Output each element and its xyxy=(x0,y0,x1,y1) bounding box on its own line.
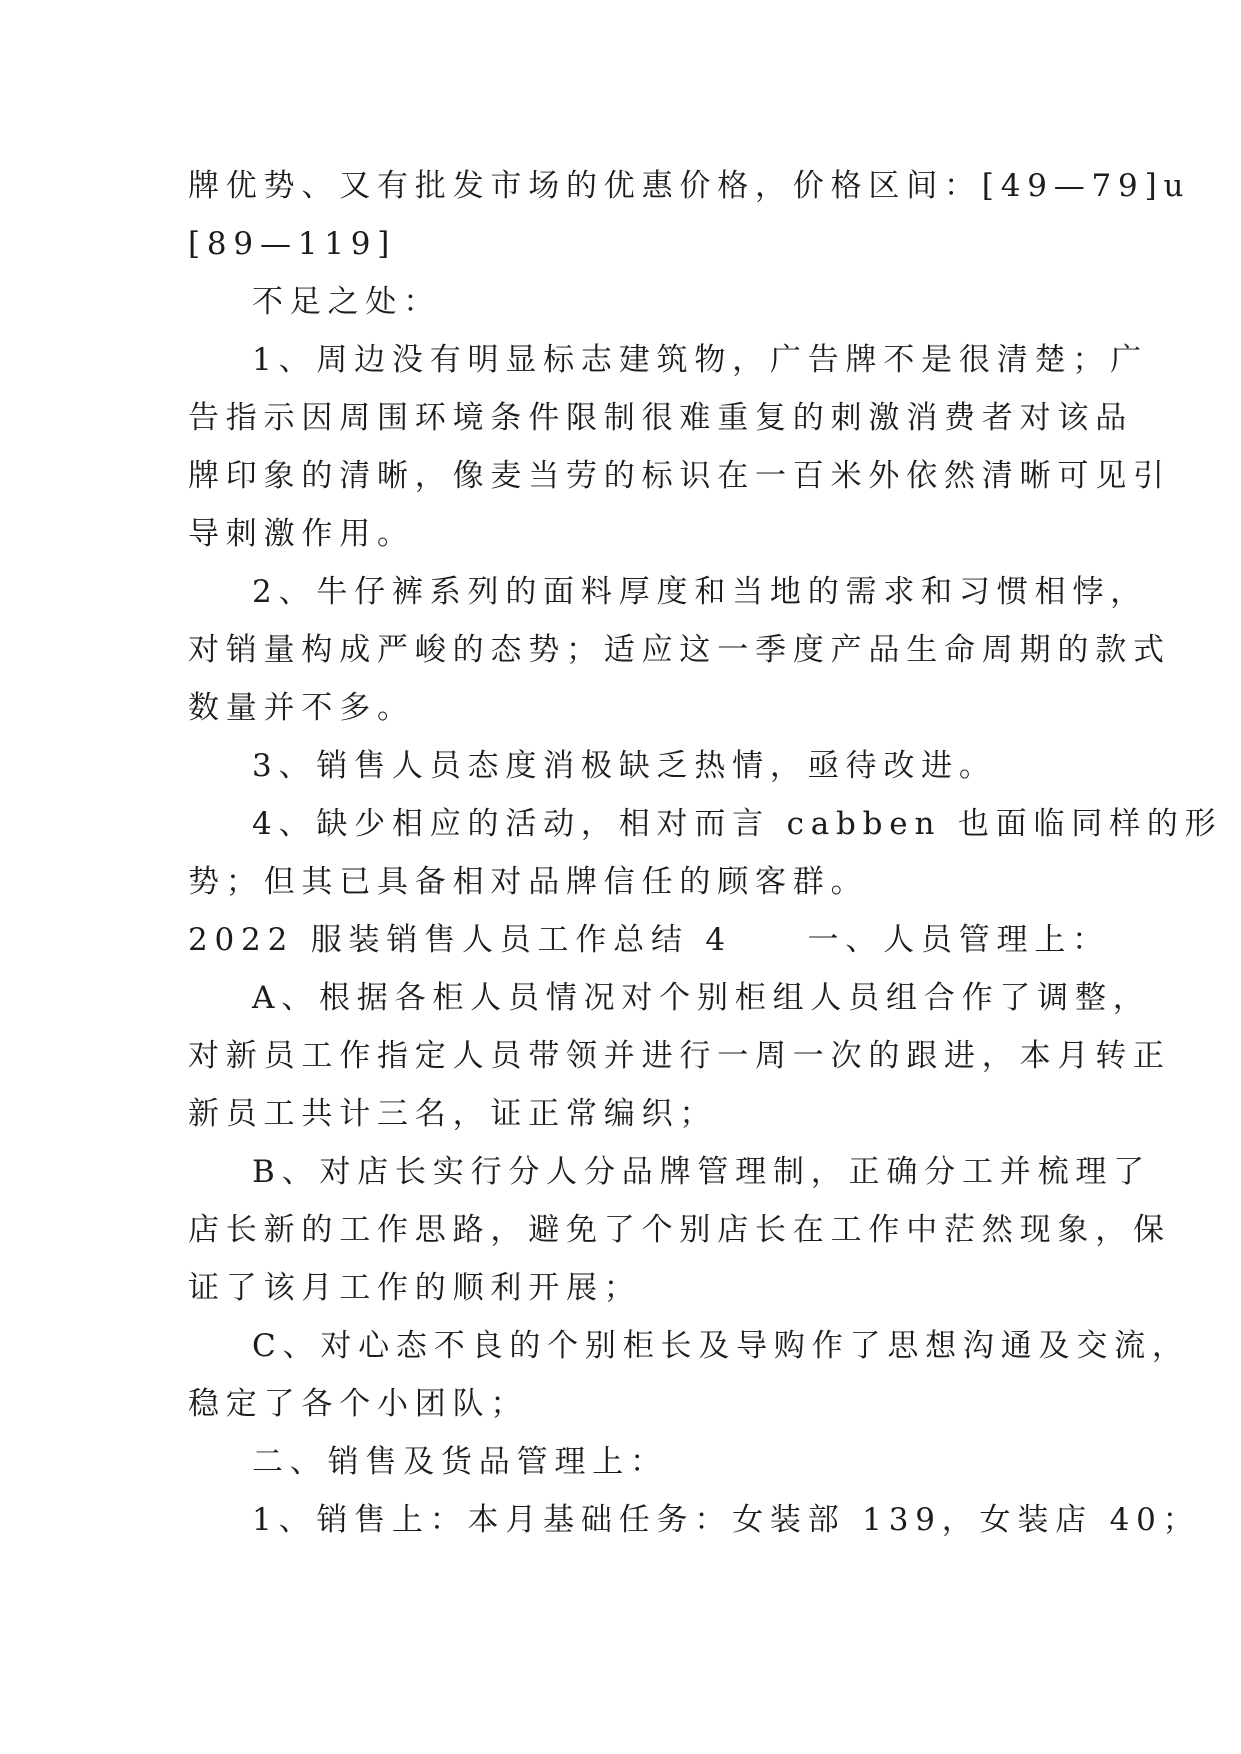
document-body xyxy=(188,157,1223,1549)
text-line: 4、缺少相应的活动，相对而言 cabben 也面临同样的形 xyxy=(252,806,1223,842)
text-line: 牌优势、又有批发市场的优惠价格，价格区间：[49—79]u xyxy=(188,168,1191,204)
document-title-line: 2022 服装销售人员工作总结 4 一、人员管理上： xyxy=(188,922,1110,958)
text-line: 告指示因周围环境条件限制很难重复的刺激消费者对该品 xyxy=(188,400,1133,436)
text-line: [89—119] xyxy=(188,226,397,262)
text-line: 对销量构成严峻的态势；适应这一季度产品生命周期的款式 xyxy=(188,632,1171,668)
text-line: 新员工共计三名，证正常编织； xyxy=(188,1096,718,1132)
text-line: C、对心态不良的个别柜长及导购作了思想沟通及交流， xyxy=(252,1328,1190,1364)
text-line: 2、牛仔裤系列的面料厚度和当地的需求和习惯相悖， xyxy=(252,574,1148,610)
text-line: 对新员工作指定人员带领并进行一周一次的跟进，本月转正 xyxy=(188,1038,1171,1074)
section-heading: 二、销售及货品管理上： xyxy=(252,1444,668,1480)
text-line: 导刺激作用。 xyxy=(188,516,415,552)
text-line: 稳定了各个小团队； xyxy=(188,1386,529,1422)
text-line: 数量并不多。 xyxy=(188,690,415,726)
text-line: 势；但其已具备相对品牌信任的顾客群。 xyxy=(188,864,869,900)
text-line: 店长新的工作思路，避免了个别店长在工作中茫然现象，保 xyxy=(188,1212,1171,1248)
text-line: 牌印象的清晰，像麦当劳的标识在一百米外依然清晰可见引 xyxy=(188,458,1171,494)
text-line: 3、销售人员态度消极缺乏热情，亟待改进。 xyxy=(252,748,997,784)
text-line: 证了该月工作的顺利开展； xyxy=(188,1270,642,1306)
section-heading: 不足之处： xyxy=(252,284,441,320)
text-line: 1、周边没有明显标志建筑物，广告牌不是很清楚；广 xyxy=(252,342,1148,378)
text-line: 1、销售上：本月基础任务：女装部 139，女装店 40； xyxy=(252,1502,1201,1538)
text-line: B、对店长实行分人分品牌管理制，正确分工并梳理了 xyxy=(252,1154,1151,1190)
text-line: A、根据各柜人员情况对个别柜组人员组合作了调整， xyxy=(252,980,1151,1016)
